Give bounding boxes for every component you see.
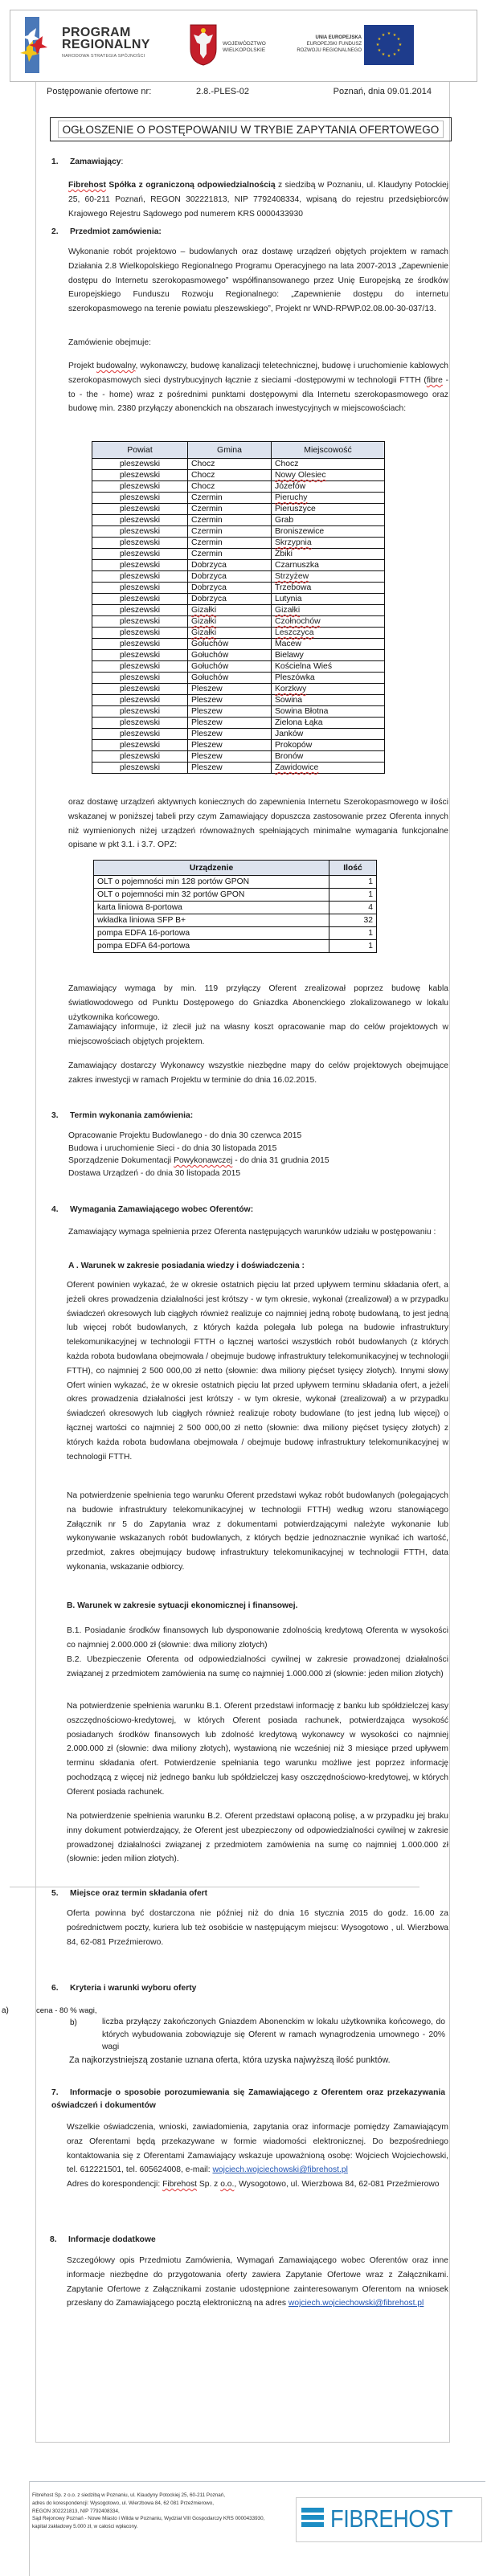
fibrehost-bars-icon (301, 2508, 324, 2529)
powiat-cell: pleszewski (92, 616, 188, 628)
powiat-cell: pleszewski (92, 549, 188, 560)
gmina-cell: Chocz (188, 481, 272, 493)
svg-text:★: ★ (377, 48, 382, 53)
maps-info: Zamawiający informuje, iż zlecił już na własny koszt opracowanie map do celów projektowych w miejscowościach objętych projektem. (68, 1023, 448, 1046)
gmina-cell: Gizałki (188, 628, 272, 639)
text: Sporządzenie Dokumentacji (68, 1156, 174, 1165)
communication-text: Wszelkie oświadczenia, wnioski, zawiadomienia, zapytania oraz informacje pomiędzy Zamawiającym oraz Oferentami będą przekazywane w formie wiadomości elektronicznej. Do bezpośredniego kontaktowania się z Oferentami Zamawiający wskazuje upoważnioną osobę: Wojciech Wojciechowski, tel. 612221501, tel. 605624008, e-mail: (67, 2123, 448, 2175)
miejscowosc-cell: Korzkwy (272, 684, 385, 695)
additional-info-text: Szczegółowy opis Przedmiotu Zamówienia, Wymagań Zamawiającego wobec Oferentów oraz inne informacje niezbędne do przygotowania oferty zawiera Zapytanie Ofertowe wraz z Załącznikami. Zapytanie Ofertowe z Załącznikami zostanie udostępnione zainteresowanym Oferentom na wniosek przesłany do Zamawiającego pocztą elektroniczną na adres (67, 2256, 448, 2308)
miejscowosc-cell: Pleszówka (272, 673, 385, 684)
gmina-cell: Dobrzyca (188, 571, 272, 583)
gmina-cell: Czermin (188, 549, 272, 560)
gmina-cell: Gołuchów (188, 673, 272, 684)
section-5-heading (51, 1889, 207, 1898)
eu-flag-icon (364, 25, 414, 65)
footer-line: Fibrehost Sp. z o.o. z siedzibą w Poznaniu, ul. Klaudyny Potockiej 25, 60-211 Poznań, (32, 2492, 226, 2498)
miejscowosc-cell: Pieruchy (272, 493, 385, 504)
additional-info-paragraph (67, 2254, 448, 2311)
section-number: 5. (51, 1889, 59, 1898)
text: - to - the - home) wraz z pośrednimi punktami dostępowymi dla Internetu szerokopasmowego oraz budowę min. 2380 przyłączy abonenckich na obszarach inwestycyjnych w miejscowościach: (68, 375, 448, 414)
program-title-line2: REGIONALNY (62, 38, 150, 51)
footer-divider (29, 2481, 485, 2482)
gmina-cell: Pleszew (188, 695, 272, 706)
condition-b2: B.2. Ubezpieczenie Oferenta od odpowiedzialności cywilnej w zakresie prowadzonej działalności związanej z przedmiotem zamówienia na sumę co najmniej 1.000.000 zł (słownie: jeden milion złotych) (67, 1655, 448, 1678)
device-row (94, 876, 377, 889)
miejscowosc-cell: Grab (272, 515, 385, 526)
section-number: 1. (51, 157, 59, 166)
gmina-cell: Dobrzyca (188, 560, 272, 571)
powiat-cell: pleszewski (92, 751, 188, 763)
device-cell: pompa EDFA 64-portowa (94, 940, 329, 953)
location-row (92, 661, 385, 673)
section-title: Wymagania Zamawiającego wobec Oferentów: (70, 1205, 254, 1214)
gmina-cell: Czermin (188, 493, 272, 504)
powiat-cell: pleszewski (92, 481, 188, 493)
condition-b1-proof: Na potwierdzenie spełnienia warunku B.1. Oferent przedstawi informację z banku lub spółdzielczej kasy oszczędnościowo-kredytowej, w których Oferent posiada rachunek, potwierdzająca wysokość posiadanych środków finansowych lub zdolność kredytową wykonawcy w wysokości co najmniej 2.000.000 zł (słownie: dwa miliony złotych), wystawioną nie wcześniej niż 3 miesiące przed upływem terminu składania ofert. Potwierdzenie spełniania tego warunku możliwe jest poprzez informację pochodzącą z więcej niż jednego banku lub spółdzielczej kasy oszczędnościowo-kredytowej, w których Oferent posiada rachunek. (67, 1702, 448, 1797)
powiat-cell: pleszewski (92, 459, 188, 470)
text: Adres do korespondencji: (67, 2180, 163, 2190)
text: o.o. (220, 2180, 235, 2190)
device-row (94, 940, 377, 953)
quantity-cell: 1 (329, 876, 377, 889)
location-row (92, 493, 385, 504)
miejscowosc-cell: Zbiki (272, 549, 385, 560)
miejscowosc-cell: Pieruszyce (272, 504, 385, 515)
location-row (92, 549, 385, 560)
location-row (92, 695, 385, 706)
svg-text:★: ★ (398, 43, 403, 47)
powiat-cell: pleszewski (92, 729, 188, 740)
heading-colon: : (121, 157, 124, 166)
powiat-cell: pleszewski (92, 504, 188, 515)
powiat-cell: pleszewski (92, 718, 188, 729)
location-row (92, 718, 385, 729)
device-row (94, 902, 377, 914)
miejscowosc-cell: Lutynia (272, 594, 385, 605)
condition-a-heading: A . Warunek w zakresie posiadania wiedzy i doświadczenia : (68, 1261, 305, 1270)
condition-a-proof: Na potwierdzenie spełnienia tego warunku Oferent przedstawi wykaz robót budowlanych (polegających na budowie infrastruktury telekomunikacyjnej w technologii FTTH) według wzoru stanowiącego Załącznik nr 5 do Zapytania wraz z dokumentami potwierdzającymi należyte wykonanie lub wykonywanie wskazanych robót budowlanych, z których będzie jednoznacznie wynikać ich wartość, przedmiot, zakres obejmujący budowę infrastruktury telekomunikacyjnej w technologii FTTH, data wykonania, wskazanie odbiorcy. (67, 1491, 448, 1572)
procedure-number: 2.8.-PLES-02 (196, 87, 250, 96)
condition-b1: B.1. Posiadanie środków finansowych lub dysponowanie zdolnością kredytową Oferenta w wysokości co najmniej 2.000.000 zł (słownie: dwa miliony złotych) (67, 1626, 448, 1650)
quantity-cell: 1 (329, 927, 377, 940)
criterion-a-label: a) (2, 2006, 9, 2015)
location-row (92, 459, 385, 470)
device-cell: karta liniowa 8-portowa (94, 902, 329, 914)
gmina-cell: Chocz (188, 470, 272, 481)
section-title: Informacje o sposobie porozumiewania się Zamawiającego z Oferentem oraz przekazywania oświadczeń i dokumentów (51, 2088, 445, 2110)
request-email-link[interactable]: wojciech.wojciechowski@fibrehost.pl (288, 2299, 424, 2308)
gmina-cell: Gołuchów (188, 639, 272, 650)
deadlines-list (68, 1130, 448, 1180)
miejscowosc-cell: Zawidowice (272, 763, 385, 774)
quantity-cell: 1 (329, 940, 377, 953)
section-6-heading (51, 1984, 196, 1993)
text: Sp. z (197, 2180, 221, 2190)
gmina-cell: Czermin (188, 504, 272, 515)
section-title: Informacje dodatkowe (68, 2235, 156, 2244)
section-1-heading (51, 157, 123, 166)
eu-fund-name (284, 35, 362, 54)
section-title: Termin wykonania zamówienia: (70, 1111, 194, 1120)
miejscowosc-cell: Leszczyca (272, 628, 385, 639)
location-row (92, 740, 385, 751)
location-row (92, 639, 385, 650)
location-row (92, 538, 385, 549)
location-row (92, 628, 385, 639)
condition-b-heading: B. Warunek w zakresie sytuacji ekonomicznej i finansowej. (67, 1601, 298, 1610)
section-number: 8. (50, 2235, 57, 2244)
place-date: Poznań, dnia 09.01.2014 (333, 87, 432, 96)
order-scope-intro: Zamówienie obejmuje: (68, 338, 152, 347)
contact-email-link[interactable]: wojciech.wojciechowski@fibrehost.pl (212, 2165, 348, 2175)
gmina-cell: Chocz (188, 459, 272, 470)
footer-border (29, 2481, 30, 2576)
device-row (94, 927, 377, 940)
powiat-cell: pleszewski (92, 538, 188, 549)
col-header-miejscowosc: Miejscowość (272, 442, 385, 459)
quantity-cell: 32 (329, 914, 377, 927)
miejscowosc-cell: Czołnochów (272, 616, 385, 628)
miejscowosc-cell: Trzebowa (272, 583, 385, 594)
quantity-cell: 4 (329, 902, 377, 914)
powiat-cell: pleszewski (92, 493, 188, 504)
region-line1: WOJEWÓDZTWO (223, 41, 266, 47)
section-2-heading (51, 227, 162, 236)
text: Powykonawczej (174, 1156, 233, 1165)
text: - do dnia 31 grudnia 2015 (232, 1156, 329, 1165)
fibrehost-logo-text: FIBREHOST (330, 2504, 453, 2533)
wielkopolska-crest-icon (189, 23, 218, 67)
device-cell: wkładka liniowa SFP B+ (94, 914, 329, 927)
gmina-cell: Dobrzyca (188, 583, 272, 594)
devices-table-body (94, 876, 377, 953)
svg-text:★: ★ (381, 52, 386, 57)
section-8-heading (50, 2235, 156, 2244)
eu-line1: UNIA EUROPEJSKA (315, 35, 362, 40)
gmina-cell: Pleszew (188, 684, 272, 695)
program-subtitle: NARODOWA STRATEGIA SPÓJNOŚCI (62, 54, 145, 59)
deadline-item (68, 1155, 448, 1167)
gmina-cell: Czermin (188, 526, 272, 538)
powiat-cell: pleszewski (92, 673, 188, 684)
location-row (92, 751, 385, 763)
fibrehost-logo (296, 2497, 482, 2542)
section-3-heading (51, 1111, 193, 1120)
eu-line2: EUROPEJSKI FUNDUSZ (306, 42, 362, 47)
powiat-cell: pleszewski (92, 650, 188, 661)
gmina-cell: Pleszew (188, 706, 272, 718)
program-regionalny-text (62, 27, 150, 59)
text: budowalny (96, 362, 136, 370)
connections-requirement: Zamawiający wymaga by min. 119 przyłączy Oferent zrealizował poprzez budowę kabla światłowodowego od Punktu Dostępowego do Gniazdka Abonenckiego zlokalizowanego w lokalu użytkownika końcowego. (68, 984, 448, 1022)
submission-place-deadline: Oferta powinna być dostarczona nie później niż do dnia 16 stycznia 2015 do godz. 16.00 za pośrednictwem poczty, kuriera lub też osobiście w następującym miejscu: Wysogotowo , ul. Wierzbowa 84, 62-081 Przeźmierowo. (67, 1909, 448, 1947)
svg-text:★: ★ (396, 37, 401, 42)
miejscowosc-cell: Nowy Olesiec (272, 470, 385, 481)
deadline-item: Dostawa Urządzeń - do dnia 30 listopada 2015 (68, 1168, 241, 1178)
col-header-quantity: Ilość (329, 861, 377, 876)
gmina-cell: Gołuchów (188, 650, 272, 661)
devices-table (93, 860, 377, 953)
gmina-cell: Gizałki (188, 616, 272, 628)
location-row (92, 571, 385, 583)
miejscowosc-cell: Janków (272, 729, 385, 740)
section-number: 6. (51, 1984, 59, 1993)
gmina-cell: Dobrzyca (188, 594, 272, 605)
miejscowosc-cell: Skrzypnia (272, 538, 385, 549)
section-title: Kryteria i warunki wyboru oferty (70, 1984, 197, 1993)
location-row (92, 763, 385, 774)
miejscowosc-cell: Gizałki (272, 605, 385, 616)
powiat-cell: pleszewski (92, 706, 188, 718)
document-title-box (50, 117, 452, 141)
gmina-cell: Gizałki (188, 605, 272, 616)
gmina-cell: Pleszew (188, 763, 272, 774)
footer-company-info (32, 2492, 264, 2531)
miejscowosc-cell: Zielona Łąka (272, 718, 385, 729)
gmina-cell: Gołuchów (188, 661, 272, 673)
powiat-cell: pleszewski (92, 740, 188, 751)
location-row (92, 605, 385, 616)
powiat-cell: pleszewski (92, 470, 188, 481)
criterion-a-text: cena - 80 % wagi, (36, 2006, 97, 2015)
svg-text:★: ★ (392, 52, 397, 57)
footer-line: kapitał zakładowy 5.000 zł, w całości wpłacony. (32, 2524, 138, 2530)
miejscowosc-cell: Czarnuszka (272, 560, 385, 571)
col-header-gmina: Gmina (188, 442, 272, 459)
eu-line3: ROZWOJU REGIONALNEGO (297, 48, 362, 53)
text: , Wysogotowo, ul. Wierzbowa 84, 62-081 Przeźmierowo (234, 2180, 440, 2190)
communication-paragraph (67, 2120, 448, 2192)
location-row (92, 594, 385, 605)
section-title: Przedmiot zamówienia: (70, 227, 162, 236)
order-subject-paragraph: Wykonanie robót projektowo – budowlanych oraz dostawę urządzeń objętych projektem w ramach Działania 2.8 Wielkopolskiego Regionalnego Programu Operacyjnego na lata 2007-2013 „Zapewnienie dostępu do Internetu szerokopasmowego” współfinansowanego przez Unię Europejską ze środków Europejskiego Funduszu Rozwoju Regionalnego: „Zapewnienie dostępu do internetu szerokopasmowego na terenie powiatu pleszewskiego”, Projekt nr WND-RPWP.02.08.00-30-037/13. (68, 247, 448, 314)
locations-table (92, 441, 385, 774)
document-title: OGŁOSZENIE O POSTĘPOWANIU W TRYBIE ZAPYTANIA OFERTOWEGO (58, 121, 444, 138)
svg-text:★: ★ (381, 33, 386, 38)
powiat-cell: pleszewski (92, 515, 188, 526)
procedure-label: Postępowanie ofertowe nr: (47, 87, 152, 96)
miejscowosc-cell: Bronów (272, 751, 385, 763)
powiat-cell: pleszewski (92, 628, 188, 639)
powiat-cell: pleszewski (92, 639, 188, 650)
criterion-b-text: liczba przyłączy zakończonych Gniazdem Abonenckim w lokalu użytkownika końcowego, do których wybudowania zobowiązuje się Oferent w ramach wynagrodzenia umownego - 20% wagi (102, 2018, 445, 2051)
svg-text:★: ★ (392, 33, 397, 38)
section-1-body (68, 178, 448, 221)
maps-delivery: Zamawiający dostarczy Wykonawcy wszystkie niezbędne mapy do celów projektowych obejmujące zakres inwestycji w ramach Projektu w terminie do dnia 16.02.2015. (68, 1061, 448, 1085)
text: Projekt (68, 362, 97, 370)
powiat-cell: pleszewski (92, 695, 188, 706)
location-row (92, 729, 385, 740)
section-number: 2. (51, 227, 59, 236)
footer-line: adres do korespondencji: Wysogotowo, ul. Wierzbowa 84, 62 081 Przeźmierowo, (32, 2500, 215, 2506)
powiat-cell: pleszewski (92, 526, 188, 538)
location-row (92, 481, 385, 493)
miejscowosc-cell: Broniszewice (272, 526, 385, 538)
deadline-item: Budowa i uruchomienie Sieci - do dnia 30 listopada 2015 (68, 1143, 277, 1153)
order-scope-paragraph (68, 359, 448, 416)
section-number: 7. (51, 2088, 59, 2097)
location-row (92, 650, 385, 661)
miejscowosc-cell: Bielawy (272, 650, 385, 661)
section-4-heading (51, 1205, 253, 1214)
program-regionalny-logo-icon (18, 17, 51, 73)
location-row (92, 560, 385, 571)
gmina-cell: Czermin (188, 538, 272, 549)
miejscowosc-cell: Sowina (272, 695, 385, 706)
location-row (92, 526, 385, 538)
powiat-cell: pleszewski (92, 571, 188, 583)
locations-table-body (92, 459, 385, 774)
location-row (92, 515, 385, 526)
page-border-left (35, 82, 36, 2442)
devices-intro-paragraph: oraz dostawę urządzeń aktywnych koniecznych do zapewnienia Internetu Szerokopasmowego w ilości wskazanej w poniższej tabeli przy czym Zamawiający dopuszcza zastosowanie przez Oferenta innych niż wymienionych niżej urządzeń równoważnych spełniających minimalne wymagania funkcjonalne opisane w pkt 3.1. i 3.7. OPZ: (68, 798, 448, 850)
section-number: 4. (51, 1205, 59, 1214)
powiat-cell: pleszewski (92, 684, 188, 695)
svg-text:★: ★ (387, 31, 391, 36)
condition-b2-proof: Na potwierdzenie spełnienia warunku B.2. Oferent przedstawi opłaconą polisę, a w przypadku jej braku inny dokument potwierdzający, że Oferent jest ubezpieczony od odpowiedzialności cywilnej w zakresie prowadzonej działalności związanej z przedmiotem zamówienia na sumę co najmniej 1.000.000 zł (słownie: jeden milion złotych). (67, 1812, 448, 1864)
text: Fibrehost (162, 2180, 197, 2190)
deadline-item: Opracowanie Projektu Budowlanego - do dnia 30 czerwca 2015 (68, 1131, 302, 1140)
logo-band (10, 10, 477, 82)
text: , wykonawczy, budowę kanalizacji teletechnicznej, budowę i uruchomienie kablowych szerokopasmowych sieci dystrybucyjnych łącznie z sieciami -dostępowymi w technologii FTTH ( (68, 362, 448, 385)
svg-text:★: ★ (387, 54, 391, 59)
powiat-cell: pleszewski (92, 763, 188, 774)
region-name (223, 41, 266, 54)
page-border-right (449, 82, 450, 2442)
svg-text:★: ★ (375, 43, 380, 47)
footer-line: REGON 302221813, NIP 7792408334, (32, 2508, 120, 2514)
location-row (92, 684, 385, 695)
powiat-cell: pleszewski (92, 661, 188, 673)
location-row (92, 673, 385, 684)
region-line2: WIELKOPOLSKIE (223, 47, 266, 53)
gmina-cell: Pleszew (188, 729, 272, 740)
miejscowosc-cell: Macew (272, 639, 385, 650)
miejscowosc-cell: Józefów (272, 481, 385, 493)
section-number: 3. (51, 1111, 59, 1120)
gmina-cell: Pleszew (188, 751, 272, 763)
requirements-intro: Zamawiający wymaga spełnienia przez Oferenta następujących warunków udziału w postępowaniu : (68, 1228, 436, 1237)
text: fibre (426, 375, 443, 385)
device-cell: OLT o pojemności min 32 portów GPON (94, 889, 329, 902)
miejscowosc-cell: Kościelna Wieś (272, 661, 385, 673)
footer-line: Sąd Rejonowy Poznań - Nowe Miasto i Wilda w Poznaniu, Wydział VIII Gospodarczy KRS 0000433930, (32, 2516, 265, 2522)
miejscowosc-cell: Chocz (272, 459, 385, 470)
device-cell: pompa EDFA 16-portowa (94, 927, 329, 940)
miejscowosc-cell: Prokopów (272, 740, 385, 751)
gmina-cell: Pleszew (188, 740, 272, 751)
location-row (92, 504, 385, 515)
svg-text:★: ★ (377, 37, 382, 42)
powiat-cell: pleszewski (92, 594, 188, 605)
svg-text:★: ★ (396, 48, 401, 53)
location-row (92, 470, 385, 481)
gmina-cell: Pleszew (188, 718, 272, 729)
gmina-cell: Czermin (188, 515, 272, 526)
selection-summary: Za najkorzystniejszą zostanie uznana oferta, która uzyska najwyższą ilość punktów. (69, 2055, 391, 2065)
page-border-bottom (35, 2442, 450, 2443)
location-row (92, 583, 385, 594)
device-row (94, 914, 377, 927)
powiat-cell: pleszewski (92, 560, 188, 571)
miejscowosc-cell: Strzyżew (272, 571, 385, 583)
col-header-powiat: Powiat (92, 442, 188, 459)
device-cell: OLT o pojemności min 128 portów GPON (94, 876, 329, 889)
criterion-b-label: b) (70, 2018, 77, 2027)
section-title: Miejsce oraz termin składania ofert (70, 1889, 208, 1898)
program-title-line1: PROGRAM (62, 26, 131, 39)
section-title: Zamawiający (70, 157, 121, 166)
quantity-cell: 1 (329, 889, 377, 902)
powiat-cell: pleszewski (92, 583, 188, 594)
company-details: z siedzibą w Poznaniu, ul. Klaudyny Potockiej 25, 60-211 Poznań, REGON 302221813, NIP 7792408334, wpisaną do rejestru przedsiębiorców Krajowego Rejestru Sądowego pod numerem KRS 0000433930 (68, 181, 449, 219)
condition-a-paragraph: Oferent powinien wykazać, że w okresie ostatnich pięciu lat przed upływem terminu składania ofert, a jeżeli okres prowadzenia działalności jest krótszy - w tym okresie, wykonał (zrealizował) a w przypadku świadczeń okresowych lub ciągłych również realizuje co najmniej jedną robotę budowlaną, to jest jedną lub więcej robót budowlanych, z których każda polegała lub polega na budowie infrastruktury telekomunikacyjnej w technologii FTTH o łącznej wartości wszystkich robót budowlanych (z których każda robota budowlana obejmowała / obejmuje budowę infrastruktury telekomunikacyjnej w technologii FTTH), co najmniej 2 500 000,00 zł netto (słownie: dwa miliony pięćset tysięcy złotych). Innymi słowy Ofert winien wykazać, że w okresie ostatnich pięciu lat przed upływem terminu składania ofert, a jeżeli okres prowadzenia działalności jest krótszy - w tym okresie, wykonał (zrealizował) a w przypadku świadczeń okresowych lub ciągłych również realizuje roboty budowlane (to jest jedną lub więcej) o łącznej wartości co najmniej 2 500 000,00 zł netto (słownie: dwa miliony pięćset tysięcy złotych) z których każda robota budowlana obejmowała / obejmuje budowę infrastruktury telekomunikacyjnej w technologii FTTH. (67, 1281, 448, 1462)
section-7-heading (51, 2087, 445, 2112)
powiat-cell: pleszewski (92, 605, 188, 616)
company-legal-form: Spółka z ograniczoną odpowiedzialnością (105, 181, 276, 190)
miejscowosc-cell: Sowina Błotna (272, 706, 385, 718)
col-header-device: Urządzenie (94, 861, 329, 876)
company-name: Fibrehost (68, 181, 106, 190)
location-row (92, 706, 385, 718)
device-row (94, 889, 377, 902)
location-row (92, 616, 385, 628)
